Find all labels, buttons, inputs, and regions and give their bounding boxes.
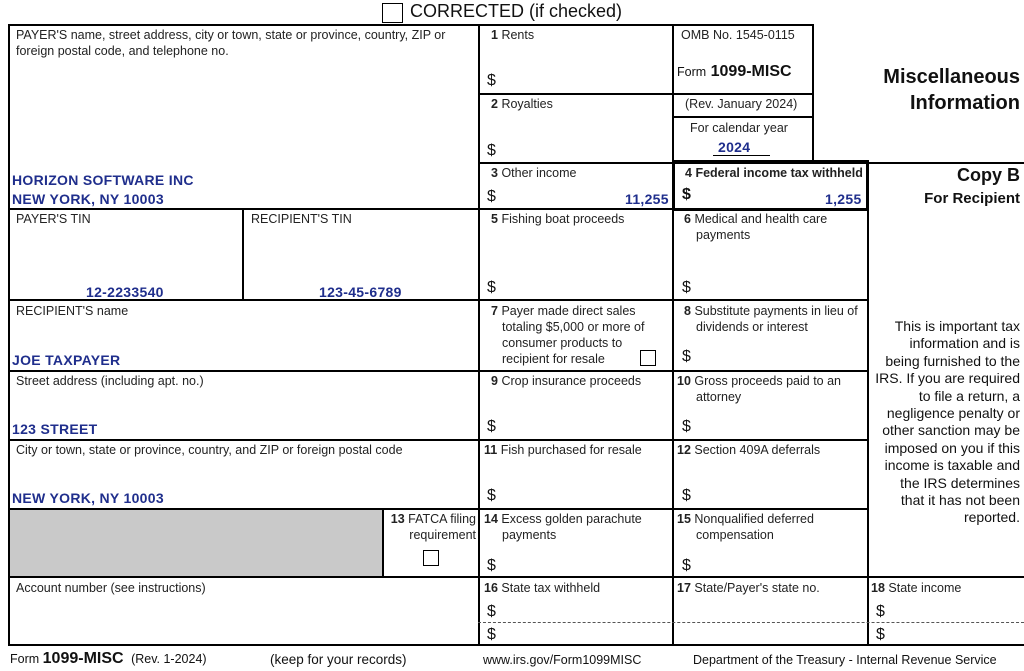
rule <box>867 208 869 644</box>
box18-label: 18 State income <box>871 581 962 595</box>
corrected-checkbox[interactable] <box>382 3 403 23</box>
box18-dollar-1: $ <box>876 603 885 620</box>
box5-dollar: $ <box>487 279 496 296</box>
rule <box>478 508 868 510</box>
rule <box>478 439 868 441</box>
for-recipient-label: For Recipient <box>924 190 1020 207</box>
rule <box>382 508 384 576</box>
box11-label: 11 Fish purchased for resale <box>484 443 642 457</box>
rule <box>242 208 244 300</box>
state-dashed-line <box>478 622 1024 623</box>
box2-dollar: $ <box>487 142 496 159</box>
recipient-tin-label: RECIPIENT'S TIN <box>251 212 352 226</box>
box13-label: 13 FATCA filing requirement <box>390 512 476 542</box>
rule <box>8 644 1024 646</box>
box4-value[interactable]: 1,255 <box>825 191 862 207</box>
box2-label: 2 Royalties <box>491 97 553 111</box>
box11-dollar: $ <box>487 487 496 504</box>
rule <box>8 370 478 372</box>
form-rev: (Rev. January 2024) <box>685 97 798 111</box>
omb-number: OMB No. 1545-0115 <box>681 28 795 42</box>
box15-label: 15 Nonqualified deferred compensation <box>677 512 814 542</box>
calendar-label: For calendar year <box>690 121 788 135</box>
year-underline <box>713 155 770 156</box>
box9-dollar: $ <box>487 418 496 435</box>
box12-label: 12 Section 409A deferrals <box>677 443 821 457</box>
footer-keep: (keep for your records) <box>270 652 407 667</box>
shaded-area <box>10 510 382 576</box>
payer-city[interactable]: NEW YORK, NY 10003 <box>12 191 164 207</box>
street-label: Street address (including apt. no.) <box>16 374 204 388</box>
footer-url[interactable]: www.irs.gov/Form1099MISC <box>483 653 642 667</box>
rule <box>8 576 1024 578</box>
footer-dept: Department of the Treasury - Internal Revenue Service <box>693 653 997 667</box>
box3-label: 3 Other income <box>491 166 577 180</box>
box16-label: 16 State tax withheld <box>484 581 601 595</box>
rule <box>8 439 478 441</box>
box3-value[interactable]: 11,255 <box>625 191 669 207</box>
form-title-line1: Miscellaneous <box>883 66 1020 88</box>
box16-dollar-2: $ <box>487 626 496 643</box>
recipient-tin[interactable]: 123-45-6789 <box>319 284 402 300</box>
corrected-label: CORRECTED (if checked) <box>410 1 623 21</box>
payer-tin[interactable]: 12-2233540 <box>86 284 164 300</box>
box3-dollar: $ <box>487 188 496 205</box>
rule <box>478 299 868 301</box>
box17-label: 17 State/Payer's state no. <box>677 581 820 595</box>
account-label: Account number (see instructions) <box>16 581 206 595</box>
box6-dollar: $ <box>682 279 691 296</box>
rule <box>812 24 814 162</box>
box18-dollar-2: $ <box>876 626 885 643</box>
box15-dollar: $ <box>682 557 691 574</box>
rule <box>478 93 812 95</box>
box8-dollar: $ <box>682 348 691 365</box>
copy-label: Copy B <box>957 165 1020 185</box>
city-label: City or town, state or province, country, and ZIP or foreign postal code <box>16 443 403 457</box>
form-title-line2: Information <box>910 92 1020 114</box>
recipient-street[interactable]: 123 STREET <box>12 421 98 437</box>
box6-label: 6 Medical and health care payments <box>684 212 828 242</box>
payer-name[interactable]: HORIZON SOFTWARE INC <box>12 172 194 188</box>
recipient-name[interactable]: JOE TAXPAYER <box>12 352 121 368</box>
box1-dollar: $ <box>487 72 496 89</box>
box7-checkbox[interactable] <box>640 350 656 366</box>
rule <box>478 24 480 644</box>
box8-label: 8 Substitute payments in lieu of dividends or interest <box>684 304 858 334</box>
box5-label: 5 Fishing boat proceeds <box>491 212 625 226</box>
box4-label: 4 Federal income tax withheld <box>685 166 863 180</box>
payer-label: PAYER'S name, street address, city or town, state or province, country, ZIP or foreign postal code, and telephone no. <box>16 28 446 58</box>
form-title: Form 1099-MISC <box>677 63 792 80</box>
box1-label: 1 Rents <box>491 28 535 42</box>
rule <box>478 370 868 372</box>
tax-year[interactable]: 2024 <box>718 139 751 155</box>
box10-dollar: $ <box>682 418 691 435</box>
recipient-city[interactable]: NEW YORK, NY 10003 <box>12 490 164 506</box>
box14-dollar: $ <box>487 557 496 574</box>
box4-dollar: $ <box>682 186 691 203</box>
payer-tin-label: PAYER'S TIN <box>16 212 91 226</box>
box9-label: 9 Crop insurance proceeds <box>491 374 642 388</box>
box16-dollar-1: $ <box>487 603 496 620</box>
footer-form: Form 1099-MISC (Rev. 1-2024) <box>10 650 207 667</box>
box12-dollar: $ <box>682 487 691 504</box>
rule <box>672 116 813 118</box>
fatca-checkbox[interactable] <box>423 550 439 566</box>
notice-text: This is important tax information and is being furnished to the IRS. If you are required to file a return, a negligence penalty or other sanction may be imposed on you if this income is taxable and the IRS determines that it has not been reported. <box>875 318 1020 526</box>
recipient-name-label: RECIPIENT'S name <box>16 304 129 318</box>
box7-label: 7 Payer made direct sales totaling $5,000 or more of consumer products to recipient for resale <box>491 304 645 366</box>
box14-label: 14 Excess golden parachute payments <box>484 512 642 542</box>
box10-label: 10 Gross proceeds paid to an attorney <box>677 374 842 404</box>
rule <box>8 24 813 26</box>
